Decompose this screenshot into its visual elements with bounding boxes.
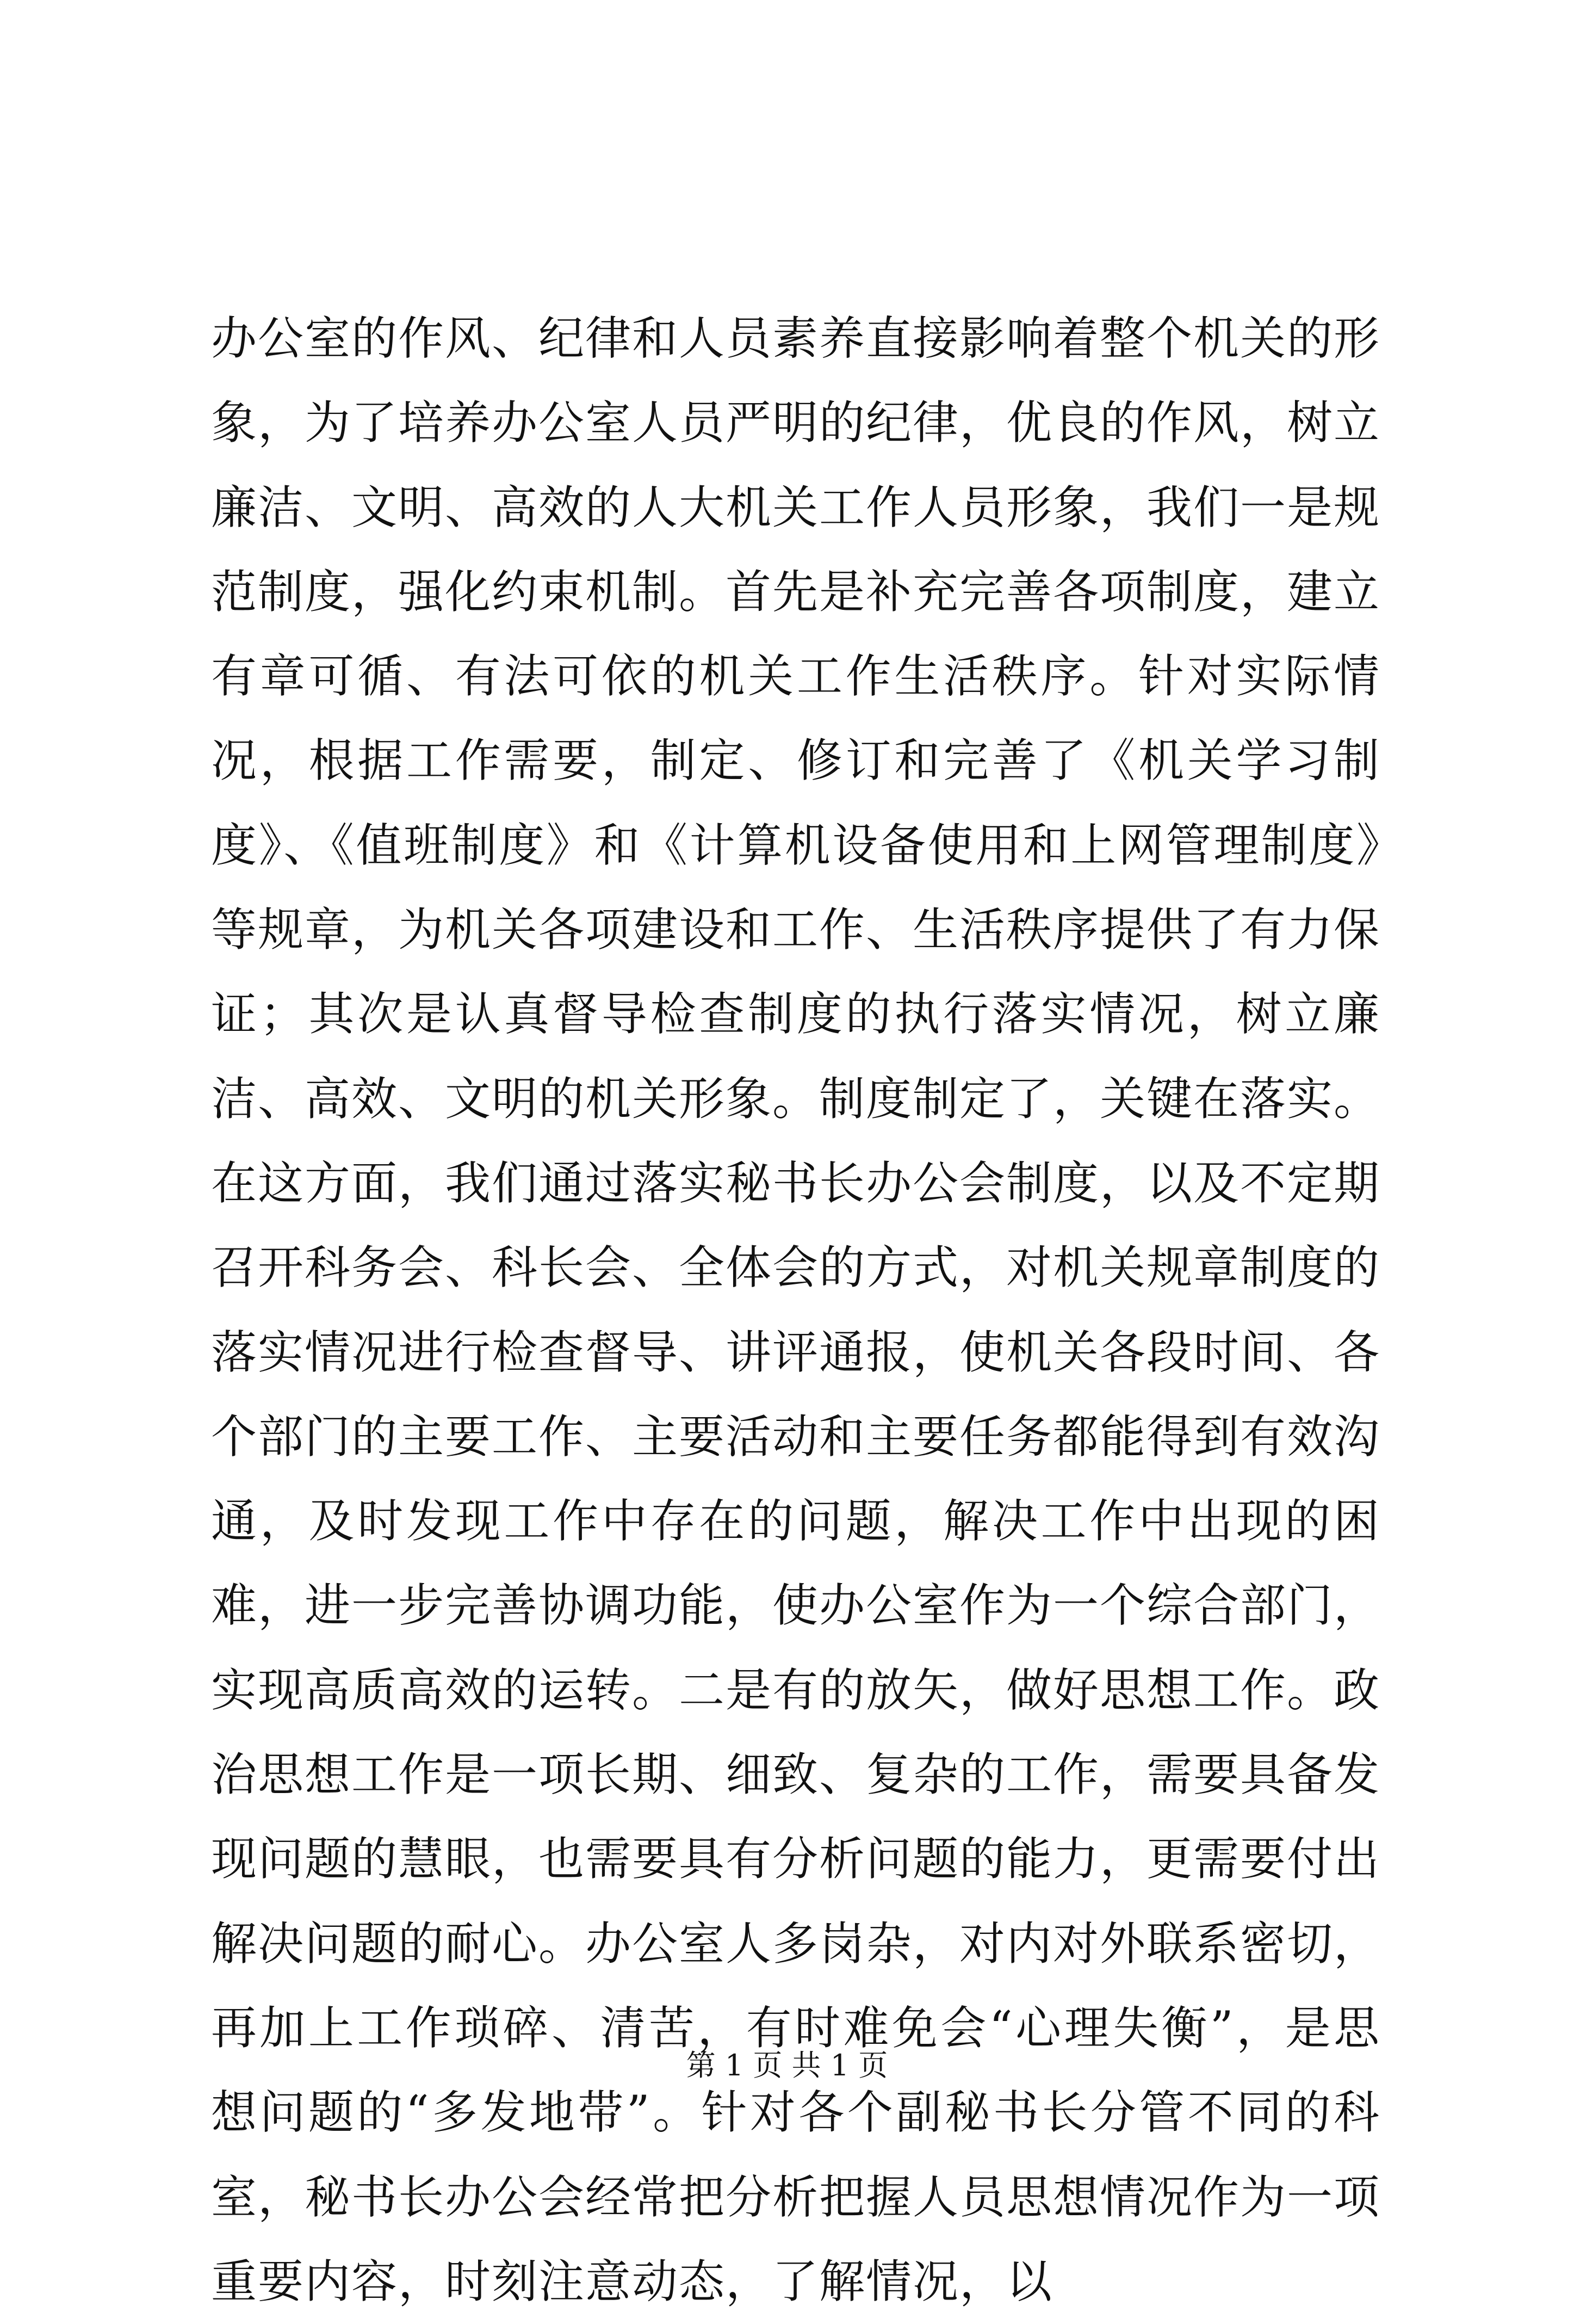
page-number-footer: 第 1 页 共 1 页 xyxy=(686,2048,888,2082)
body-paragraph: 办公室的作风、纪律和人员素养直接影响着整个机关的形象，为了培养办公室人员严明的纪律，优良的作风，树立廉洁、文明、高效的人大机关工作人员形象，我们一是规范制度，强化约束机制。首先是补充完善各项制度，建立有章可循、有法可依的机关工作生活秩序。针对实际情况，根据工作需要，制定、修订和完善了《机关学习制度》、《值班制度》和《计算机设备使用和上网管理制度》等规章，为机关各项建设和工作、生活秩序提供了有力保证；其次是认真督导检查制度的执行落实情况，树立廉洁、高效、文明的机关形象。制度制定了，关键在落实。在这方面，我们通过落实秘书长办公会制度，以及不定期召开科务会、科长会、全体会的方式，对机关规章制度的落实情况进行检查督导、讲评通报，使机关各段时间、各个部门的主要工作、主要活动和主要任务都能得到有效沟通，及时发现工作中存在的问题，解决工作中出现的困难，进一步完善协调功能，使办公室作为一个综合部门，实现高质高效的运转。二是有的放矢，做好思想工作。政治思想工作是一项长期、细致、复杂的工作，需要具备发现问题的慧眼，也需要具有分析问题的能力，更需要付出解决问题的耐心。办公室人多岗杂，对内对外联系密切，再加上工作琐碎、清苦，有时难免会“心理失衡”，是思想问题的“多发地带”。针对各个副秘书长分管不同的科室，秘书长办公会经常把分析把握人员思想情况作为一项重要内容，时刻注意动态，了解情况，以 xyxy=(211,312,1381,2308)
